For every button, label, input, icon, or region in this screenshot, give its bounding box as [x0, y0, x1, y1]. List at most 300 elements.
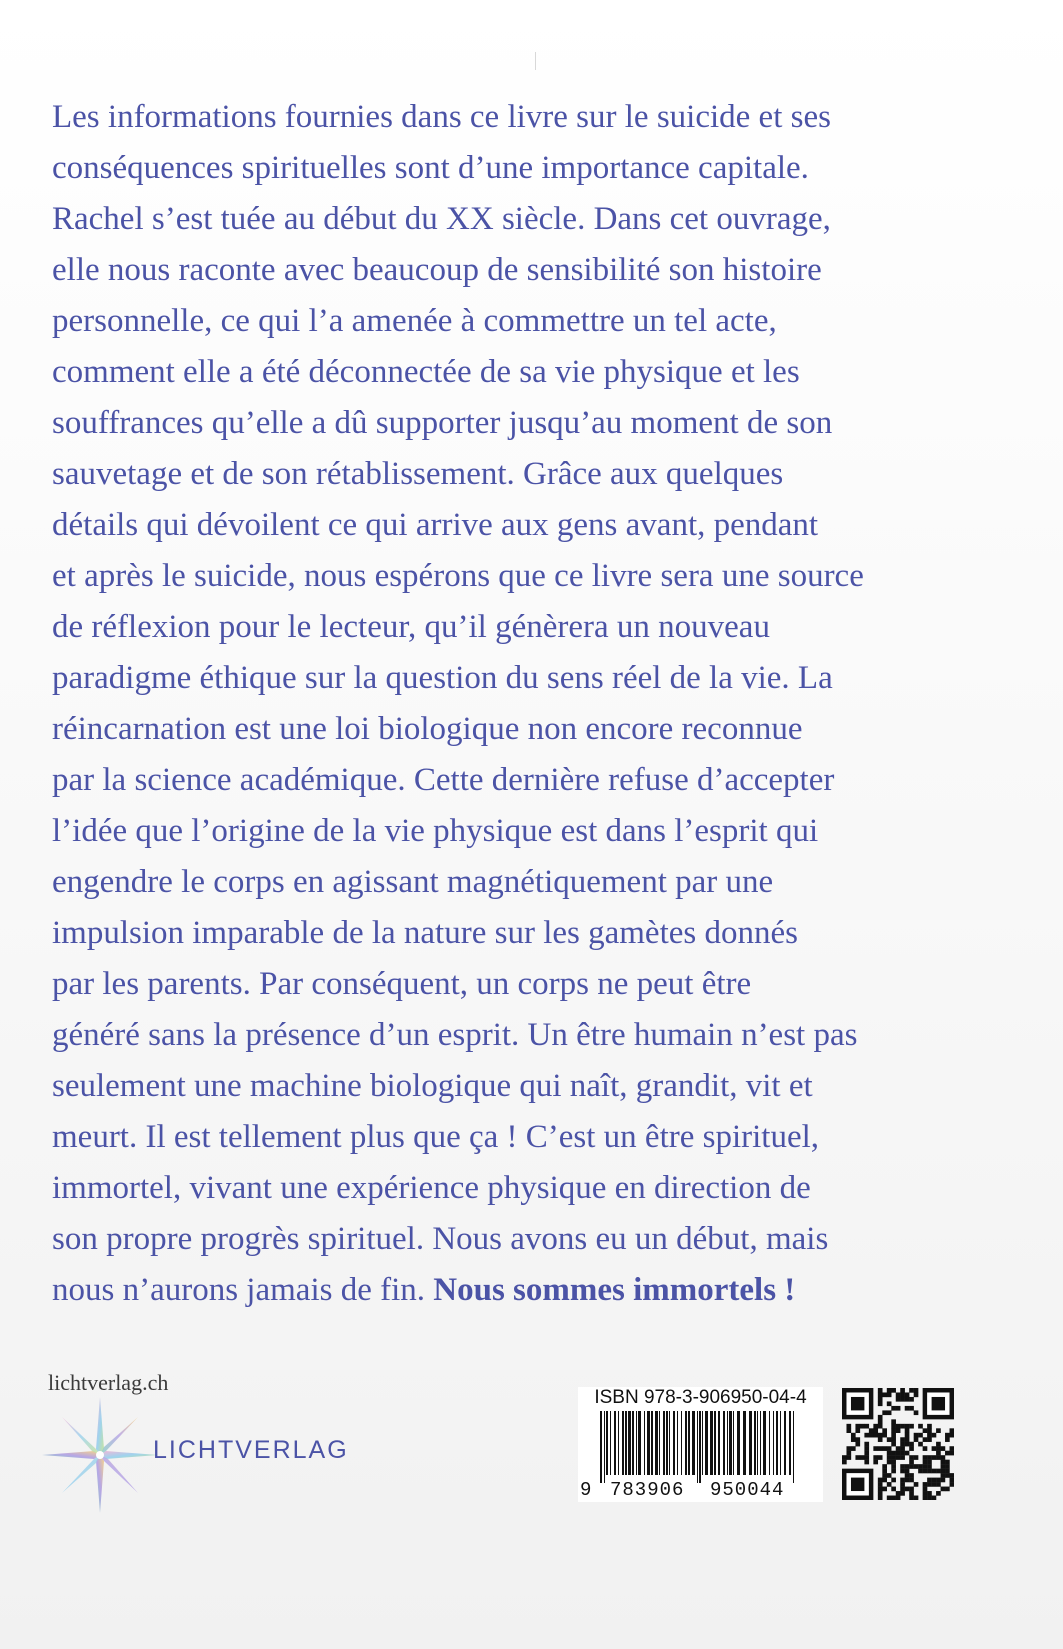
- qr-module: [896, 1446, 901, 1451]
- barcode-bar: [705, 1411, 708, 1475]
- barcode-bar: [681, 1411, 682, 1475]
- barcode-bar: [610, 1411, 611, 1475]
- qr-module: [860, 1424, 865, 1429]
- qr-module: [855, 1424, 860, 1429]
- qr-module: [842, 1460, 847, 1465]
- qr-module: [855, 1442, 860, 1447]
- barcode-bar: [625, 1411, 627, 1475]
- qr-module: [941, 1455, 946, 1460]
- barcode-bar: [604, 1411, 605, 1483]
- blurb-line: seulement une machine biologique qui naît, grandit, vit et: [52, 1068, 813, 1104]
- barcode-bar: [628, 1411, 631, 1475]
- blurb-line: réincarnation est une loi biologique non encore reconnue: [52, 711, 803, 747]
- qr-module: [918, 1433, 923, 1438]
- qr-module: [891, 1478, 896, 1483]
- qr-module: [941, 1478, 946, 1483]
- qr-module: [918, 1442, 923, 1447]
- barcode-bar: [702, 1411, 703, 1475]
- qr-module: [878, 1415, 883, 1420]
- blurb-line: par les parents. Par conséquent, un corps ne peut être: [52, 966, 752, 1002]
- qr-module: [846, 1451, 851, 1456]
- qr-module: [905, 1473, 910, 1478]
- qr-module: [882, 1473, 887, 1478]
- qr-module: [891, 1455, 896, 1460]
- qr-module: [878, 1388, 883, 1393]
- ean-first-digit: 9: [580, 1479, 593, 1501]
- qr-module: [950, 1478, 954, 1483]
- qr-module: [900, 1464, 905, 1469]
- qr-module: [900, 1482, 905, 1487]
- qr-module: [864, 1424, 869, 1429]
- qr-module: [923, 1428, 928, 1433]
- qr-module: [909, 1491, 914, 1496]
- blurb-line: immortel, vivant une expérience physique en direction de: [52, 1170, 811, 1206]
- barcode-bar: [636, 1411, 637, 1475]
- barcode-bar: [659, 1411, 660, 1475]
- blurb-last-line: [52, 1265, 952, 1316]
- qr-module: [887, 1455, 892, 1460]
- qr-module: [900, 1491, 905, 1496]
- barcode-bar: [688, 1411, 690, 1475]
- qr-module: [878, 1487, 883, 1492]
- qr-module: [900, 1446, 905, 1451]
- qr-module: [905, 1392, 910, 1397]
- qr-module: [896, 1424, 901, 1429]
- barcode-bar: [606, 1411, 608, 1475]
- qr-module: [932, 1446, 937, 1451]
- blurb-line: l’idée que l’origine de la vie physique est dans l’esprit qui: [52, 813, 819, 849]
- qr-module: [891, 1451, 896, 1456]
- qr-module: [909, 1397, 914, 1402]
- qr-module: [927, 1455, 932, 1460]
- publisher-website: lichtverlag.ch: [48, 1370, 169, 1395]
- qr-module: [878, 1433, 883, 1438]
- barcode-bar: [733, 1411, 734, 1475]
- qr-module: [878, 1478, 883, 1483]
- barcode-bars: [578, 1411, 823, 1483]
- barcode-bar: [776, 1411, 778, 1475]
- blurb-line: de réflexion pour le lecteur, qu’il génèrera un nouveau: [52, 609, 770, 645]
- qr-module: [927, 1469, 932, 1474]
- qr-module: [927, 1496, 932, 1500]
- qr-module: [932, 1469, 937, 1474]
- barcode-bar: [622, 1411, 624, 1475]
- qr-module: [918, 1424, 923, 1429]
- qr-finder-pattern: [851, 1397, 864, 1410]
- qr-module: [945, 1464, 950, 1469]
- qr-module: [909, 1478, 914, 1483]
- barcode-bar: [714, 1411, 716, 1475]
- qr-module: [896, 1428, 901, 1433]
- qr-module: [887, 1496, 892, 1500]
- qr-module: [950, 1433, 954, 1438]
- qr-module: [846, 1424, 851, 1429]
- barcode-bar: [669, 1411, 670, 1475]
- blurb-line: elle nous raconte avec beaucoup de sensibilité son histoire: [52, 252, 822, 288]
- barcode-bar: [614, 1411, 616, 1475]
- qr-module: [873, 1460, 878, 1465]
- qr-module: [891, 1496, 896, 1500]
- qr-module: [896, 1406, 901, 1411]
- blurb-line: et après le suicide, nous espérons que ce livre sera une source: [52, 558, 864, 594]
- qr-module: [864, 1442, 869, 1447]
- qr-module: [855, 1455, 860, 1460]
- qr-module: [891, 1406, 896, 1411]
- qr-module: [914, 1388, 919, 1393]
- qr-module: [923, 1469, 928, 1474]
- qr-module: [891, 1464, 896, 1469]
- qr-module: [936, 1446, 941, 1451]
- blurb-line: son propre progrès spirituel. Nous avons eu un début, mais: [52, 1221, 829, 1257]
- qr-module: [909, 1406, 914, 1411]
- qr-module: [878, 1455, 883, 1460]
- qr-module: [945, 1460, 950, 1465]
- qr-module: [882, 1410, 887, 1415]
- qr-module: [945, 1469, 950, 1474]
- qr-module: [914, 1464, 919, 1469]
- qr-module: [851, 1433, 856, 1438]
- qr-module: [905, 1442, 910, 1447]
- qr-finder-pattern: [851, 1478, 864, 1491]
- qr-module: [909, 1455, 914, 1460]
- qr-module: [936, 1482, 941, 1487]
- qr-module: [882, 1487, 887, 1492]
- barcode-bar: [685, 1411, 687, 1475]
- qr-module: [878, 1491, 883, 1496]
- qr-finder-pattern: [932, 1397, 945, 1410]
- qr-module: [932, 1482, 937, 1487]
- qr-module: [900, 1478, 905, 1483]
- qr-module: [891, 1442, 896, 1447]
- qr-module: [882, 1469, 887, 1474]
- qr-module: [950, 1446, 954, 1451]
- qr-module: [896, 1392, 901, 1397]
- qr-module: [882, 1392, 887, 1397]
- qr-module: [905, 1428, 910, 1433]
- qr-module: [887, 1392, 892, 1397]
- qr-module: [927, 1460, 932, 1465]
- qr-module: [909, 1388, 914, 1393]
- barcode-bar: [673, 1411, 675, 1475]
- barcode-bar: [718, 1411, 720, 1475]
- qr-module: [914, 1496, 919, 1500]
- qr-module: [891, 1419, 896, 1424]
- qr-module: [905, 1424, 910, 1429]
- qr-module: [941, 1469, 946, 1474]
- qr-module: [909, 1473, 914, 1478]
- qr-module: [945, 1433, 950, 1438]
- barcode-bar: [644, 1411, 645, 1475]
- qr-module: [842, 1455, 847, 1460]
- qr-module: [882, 1446, 887, 1451]
- barcode-bar: [632, 1411, 634, 1475]
- blurb-line: conséquences spirituelles sont d’une importance capitale.: [52, 150, 809, 186]
- qr-module: [878, 1419, 883, 1424]
- qr-module: [905, 1464, 910, 1469]
- qr-module: [950, 1482, 954, 1487]
- barcode-bar: [780, 1411, 781, 1475]
- blurb-line: personnelle, ce qui l’a amenée à commettre un tel acte,: [52, 303, 777, 339]
- qr-module: [905, 1478, 910, 1483]
- barcode-bar: [638, 1411, 641, 1475]
- barcode-bar: [793, 1411, 794, 1483]
- blurb-line: meurt. Il est tellement plus que ça ! C’est un être spirituel,: [52, 1119, 820, 1155]
- qr-module: [900, 1392, 905, 1397]
- qr-module: [941, 1446, 946, 1451]
- blurb-line: Rachel s’est tuée au début du XX siècle. Dans cet ouvrage,: [52, 201, 831, 237]
- qr-module: [909, 1496, 914, 1500]
- barcode-bar: [666, 1411, 668, 1475]
- qr-module: [887, 1437, 892, 1442]
- qr-module: [909, 1460, 914, 1465]
- qr-module: [900, 1469, 905, 1474]
- qr-module: [864, 1451, 869, 1456]
- qr-module: [878, 1424, 883, 1429]
- qr-module: [882, 1464, 887, 1469]
- qr-module: [900, 1487, 905, 1492]
- qr-module: [900, 1451, 905, 1456]
- qr-module: [918, 1469, 923, 1474]
- qr-module: [860, 1455, 865, 1460]
- blurb-line: impulsion imparable de la nature sur les gamètes donnés: [52, 915, 798, 951]
- qr-module: [896, 1397, 901, 1402]
- qr-module: [927, 1464, 932, 1469]
- qr-module: [914, 1482, 919, 1487]
- barcode-bar: [651, 1411, 653, 1475]
- qr-module: [869, 1428, 874, 1433]
- qr-module: [927, 1491, 932, 1496]
- qr-module: [887, 1446, 892, 1451]
- qr-module: [932, 1478, 937, 1483]
- qr-module: [923, 1496, 928, 1500]
- qr-module: [923, 1446, 928, 1451]
- barcode-bar: [757, 1411, 758, 1475]
- qr-module: [905, 1406, 910, 1411]
- qr-module: [909, 1487, 914, 1492]
- qr-module: [923, 1487, 928, 1492]
- star-burst-logo-icon: [40, 1395, 160, 1515]
- qr-module: [914, 1433, 919, 1438]
- barcode-bar: [763, 1411, 766, 1475]
- qr-module: [941, 1487, 946, 1492]
- spine-tick-mark: [535, 52, 536, 70]
- barcode-bar: [760, 1411, 761, 1475]
- qr-module: [896, 1455, 901, 1460]
- qr-module: [909, 1446, 914, 1451]
- qr-module: [936, 1442, 941, 1447]
- qr-module: [923, 1455, 928, 1460]
- qr-module: [873, 1455, 878, 1460]
- blurb-line: généré sans la présence d’un esprit. Un être humain n’est pas: [52, 1017, 858, 1053]
- qr-module: [932, 1433, 937, 1438]
- qr-module: [887, 1410, 892, 1415]
- barcode-bar: [699, 1411, 701, 1483]
- qr-module: [945, 1487, 950, 1492]
- qr-module: [891, 1388, 896, 1393]
- qr-module: [891, 1437, 896, 1442]
- qr-module: [891, 1460, 896, 1465]
- qr-module: [914, 1437, 919, 1442]
- publisher-logo-text: LICHTVERLAG: [153, 1436, 349, 1464]
- blurb-line: paradigme éthique sur la question du sens réel de la vie. La: [52, 660, 833, 696]
- barcode-bar: [677, 1411, 678, 1475]
- qr-module: [923, 1464, 928, 1469]
- qr-module: [945, 1451, 950, 1456]
- qr-module: [878, 1496, 883, 1500]
- qr-module: [887, 1482, 892, 1487]
- qr-module: [887, 1388, 892, 1393]
- qr-module: [878, 1446, 883, 1451]
- ean-group-2: 950044: [710, 1479, 785, 1501]
- blurb-line: sauvetage et de son rétablissement. Grâce aux quelques: [52, 456, 784, 492]
- barcode-bar: [749, 1411, 752, 1475]
- qr-module: [936, 1428, 941, 1433]
- qr-module: [927, 1424, 932, 1429]
- qr-module: [882, 1428, 887, 1433]
- qr-module: [891, 1424, 896, 1429]
- qr-module: [923, 1482, 928, 1487]
- qr-module: [932, 1455, 937, 1460]
- barcode-bar: [727, 1411, 728, 1475]
- qr-module: [891, 1428, 896, 1433]
- qr-module: [950, 1451, 954, 1456]
- barcode-bar: [754, 1411, 756, 1475]
- qr-module: [936, 1455, 941, 1460]
- qr-module: [900, 1388, 905, 1393]
- qr-module: [945, 1473, 950, 1478]
- qr-module: [864, 1455, 869, 1460]
- barcode-bar: [723, 1411, 725, 1475]
- qr-module: [896, 1451, 901, 1456]
- barcode-bar: [647, 1411, 650, 1475]
- qr-module: [887, 1401, 892, 1406]
- qr-module: [882, 1478, 887, 1483]
- qr-module: [923, 1437, 928, 1442]
- blurb-text: [52, 92, 952, 1316]
- qr-module: [941, 1464, 946, 1469]
- barcode-bar: [692, 1411, 695, 1475]
- qr-module: [900, 1424, 905, 1429]
- qr-module: [855, 1437, 860, 1442]
- qr-module: [905, 1487, 910, 1492]
- qr-module: [864, 1433, 869, 1438]
- qr-module: [873, 1424, 878, 1429]
- qr-module: [887, 1451, 892, 1456]
- qr-module: [914, 1410, 919, 1415]
- barcode-bar: [697, 1411, 698, 1483]
- blurb-line: Les informations fournies dans ce livre sur le suicide et ses: [52, 99, 831, 135]
- qr-module: [914, 1392, 919, 1397]
- qr-module: [905, 1469, 910, 1474]
- blurb-line: par la science académique. Cette dernière refuse d’accepter: [52, 762, 835, 798]
- qr-module: [936, 1478, 941, 1483]
- qr-module: [927, 1428, 932, 1433]
- qr-module: [905, 1397, 910, 1402]
- qr-module: [873, 1433, 878, 1438]
- barcode-bar: [743, 1411, 746, 1475]
- qr-module: [896, 1496, 901, 1500]
- qr-module: [846, 1428, 851, 1433]
- blurb-line: souffrances qu’elle a dû supporter jusqu’au moment de son: [52, 405, 833, 441]
- qr-module: [873, 1446, 878, 1451]
- qr-module: [891, 1487, 896, 1492]
- qr-module: [891, 1469, 896, 1474]
- qr-module: [941, 1473, 946, 1478]
- qr-module: [887, 1473, 892, 1478]
- qr-module: [927, 1482, 932, 1487]
- qr-module: [905, 1433, 910, 1438]
- qr-code-icon: [842, 1388, 954, 1500]
- qr-module: [846, 1446, 851, 1451]
- barcode-bar: [663, 1411, 665, 1475]
- qr-module: [927, 1478, 932, 1483]
- barcode-bar: [784, 1411, 786, 1475]
- qr-module: [900, 1397, 905, 1402]
- barcode-bar: [737, 1411, 740, 1475]
- qr-module: [855, 1428, 860, 1433]
- qr-module: [900, 1442, 905, 1447]
- ean-group-1: 783906: [610, 1479, 685, 1501]
- qr-module: [918, 1464, 923, 1469]
- blurb-line: comment elle a été déconnectée de sa vie physique et les: [52, 354, 800, 390]
- qr-module: [851, 1446, 856, 1451]
- qr-module: [878, 1397, 883, 1402]
- qr-module: [900, 1437, 905, 1442]
- qr-module: [878, 1401, 883, 1406]
- barcode-bar: [710, 1411, 713, 1475]
- qr-module: [887, 1460, 892, 1465]
- qr-module: [927, 1437, 932, 1442]
- qr-module: [923, 1491, 928, 1496]
- qr-module: [905, 1437, 910, 1442]
- qr-module: [846, 1455, 851, 1460]
- isbn-label: ISBN 978-3-906950-04-4: [594, 1387, 807, 1408]
- barcode-bar: [729, 1411, 732, 1475]
- qr-module: [900, 1455, 905, 1460]
- barcode-bar: [655, 1411, 658, 1475]
- qr-module: [878, 1482, 883, 1487]
- blurb-line: détails qui dévoilent ce qui arrive aux gens avant, pendant: [52, 507, 819, 543]
- qr-module: [878, 1392, 883, 1397]
- qr-module: [891, 1433, 896, 1438]
- qr-module: [950, 1428, 954, 1433]
- qr-module: [950, 1473, 954, 1478]
- isbn-barcode: [578, 1387, 823, 1502]
- qr-module: [941, 1460, 946, 1465]
- barcode-bar: [789, 1411, 791, 1475]
- blurb-last-line-plain: nous n’aurons jamais de fin.: [52, 1272, 434, 1308]
- qr-module: [864, 1460, 869, 1465]
- barcode-bar: [600, 1411, 602, 1483]
- qr-module: [905, 1451, 910, 1456]
- qr-module: [909, 1424, 914, 1429]
- qr-module: [896, 1491, 901, 1496]
- qr-module: [932, 1496, 937, 1500]
- barcode-bar: [773, 1411, 774, 1475]
- qr-module: [923, 1460, 928, 1465]
- qr-module: [873, 1428, 878, 1433]
- qr-module: [909, 1442, 914, 1447]
- barcode-bar: [769, 1411, 770, 1475]
- qr-module: [864, 1446, 869, 1451]
- qr-module: [927, 1433, 932, 1438]
- qr-module: [878, 1437, 883, 1442]
- qr-module: [851, 1437, 856, 1442]
- qr-module: [914, 1455, 919, 1460]
- blurb-tagline: Nous sommes immortels !: [433, 1272, 796, 1308]
- qr-module: [945, 1437, 950, 1442]
- qr-module: [909, 1464, 914, 1469]
